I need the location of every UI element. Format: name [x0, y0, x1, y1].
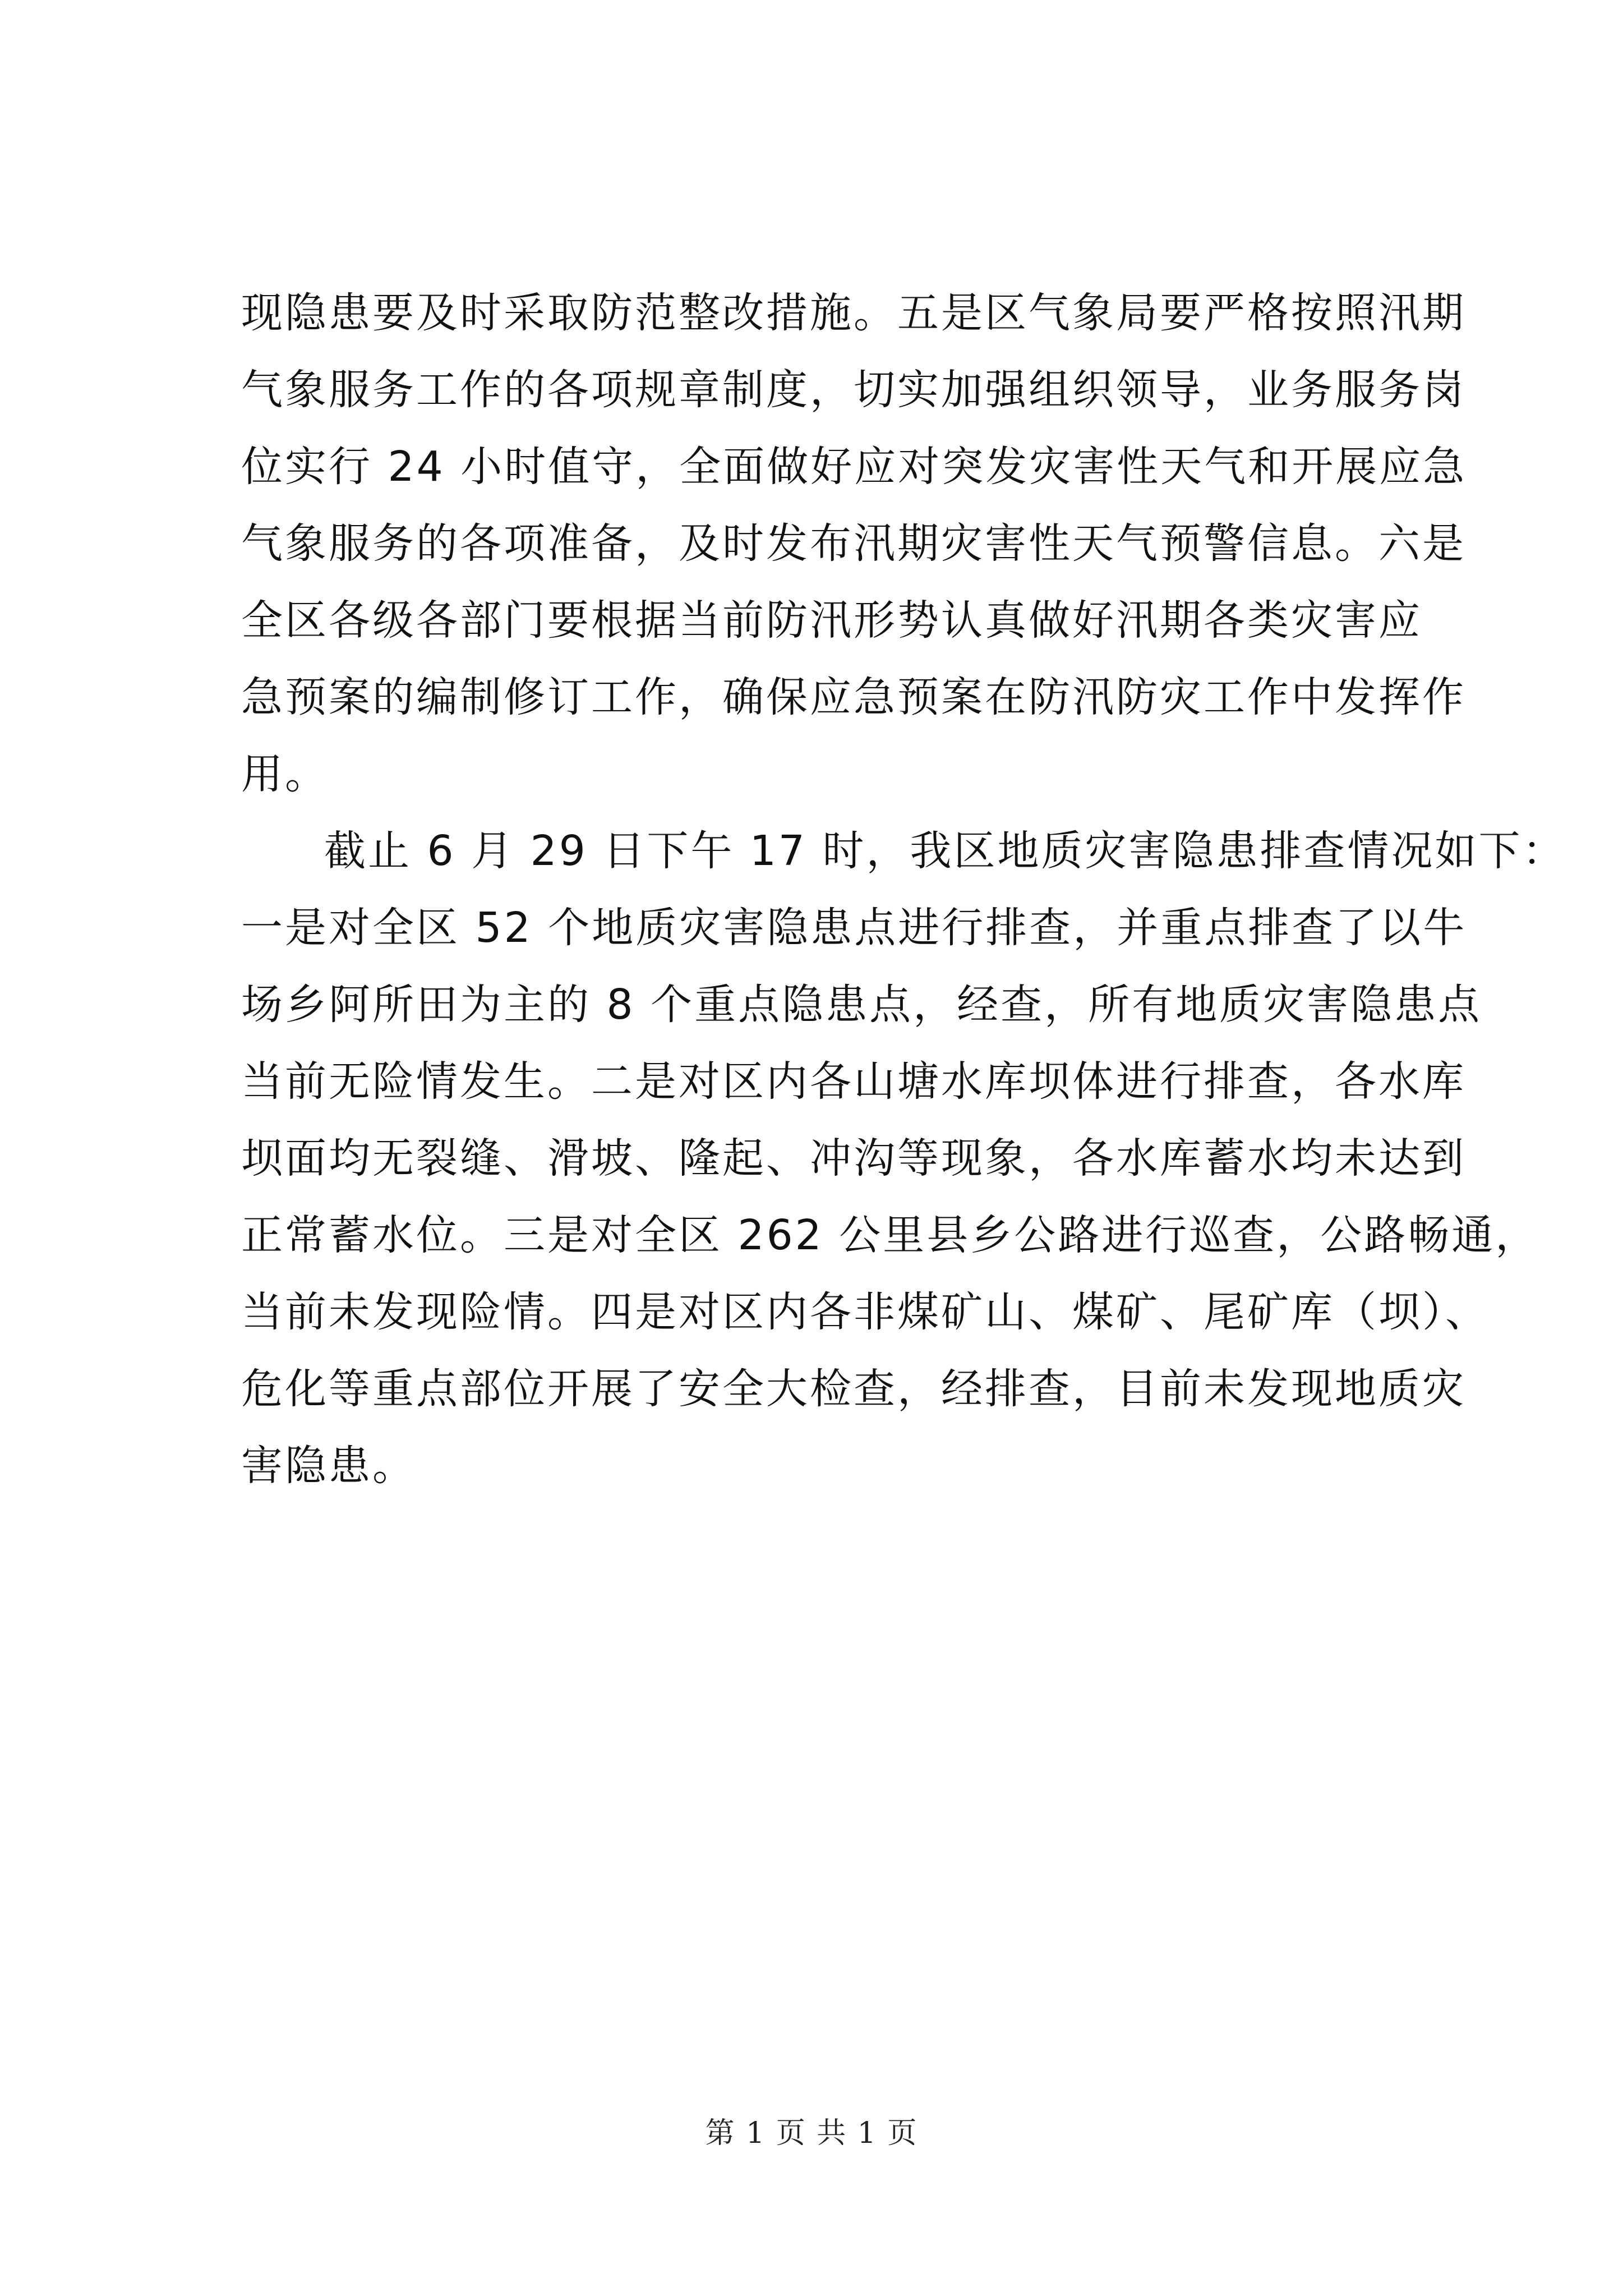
body-text: [241, 275, 1566, 1504]
text-line: 气象服务工作的各项规章制度，切实加强组织领导，业务服务岗: [241, 366, 1466, 414]
text-line: 气象服务的各项准备，及时发布汛期灾害性天气预警信息。六是: [241, 519, 1466, 568]
paragraph-2: [241, 813, 1566, 1504]
text-line: 用。: [241, 750, 329, 798]
paragraph-1: [241, 275, 1467, 813]
text-line: 坝面均无裂缝、滑坡、隆起、冲沟等现象，各水库蓄水均未达到: [241, 1134, 1466, 1182]
text-line: 害隐患。: [241, 1442, 416, 1490]
text-line: 当前无险情发生。二是对区内各山塘水库坝体进行排查，各水库: [241, 1057, 1466, 1106]
text-line: 场乡阿所田为主的 8 个重点隐患点，经查，所有地质灾害隐患点: [241, 981, 1482, 1029]
text-line: 现隐患要及时采取防范整改措施。五是区气象局要严格按照汛期: [241, 289, 1466, 337]
text-line: 位实行 24 小时值守，全面做好应对突发灾害性天气和开展应急: [241, 443, 1467, 491]
text-line: 一是对全区 52 个地质灾害隐患点进行排查，并重点排查了以牛: [241, 904, 1467, 952]
text-line: 急预案的编制修订工作，确保应急预案在防汛防灾工作中发挥作: [241, 673, 1466, 721]
text-line: 截止 6 月 29 日下午 17 时，我区地质灾害隐患排查情况如下：: [324, 827, 1566, 875]
text-line: 正常蓄水位。三是对全区 262 公里县乡公路进行巡查，公路畅通，: [241, 1211, 1539, 1259]
text-line: 危化等重点部位开展了安全大检查，经排查，目前未发现地质灾: [241, 1365, 1466, 1413]
text-line: 当前未发现险情。四是对区内各非煤矿山、煤矿、尾矿库（坝）、: [241, 1288, 1489, 1336]
page-footer: 第 1 页 共 1 页: [705, 2116, 918, 2150]
text-line: 全区各级各部门要根据当前防汛形势认真做好汛期各类灾害应: [241, 596, 1422, 645]
